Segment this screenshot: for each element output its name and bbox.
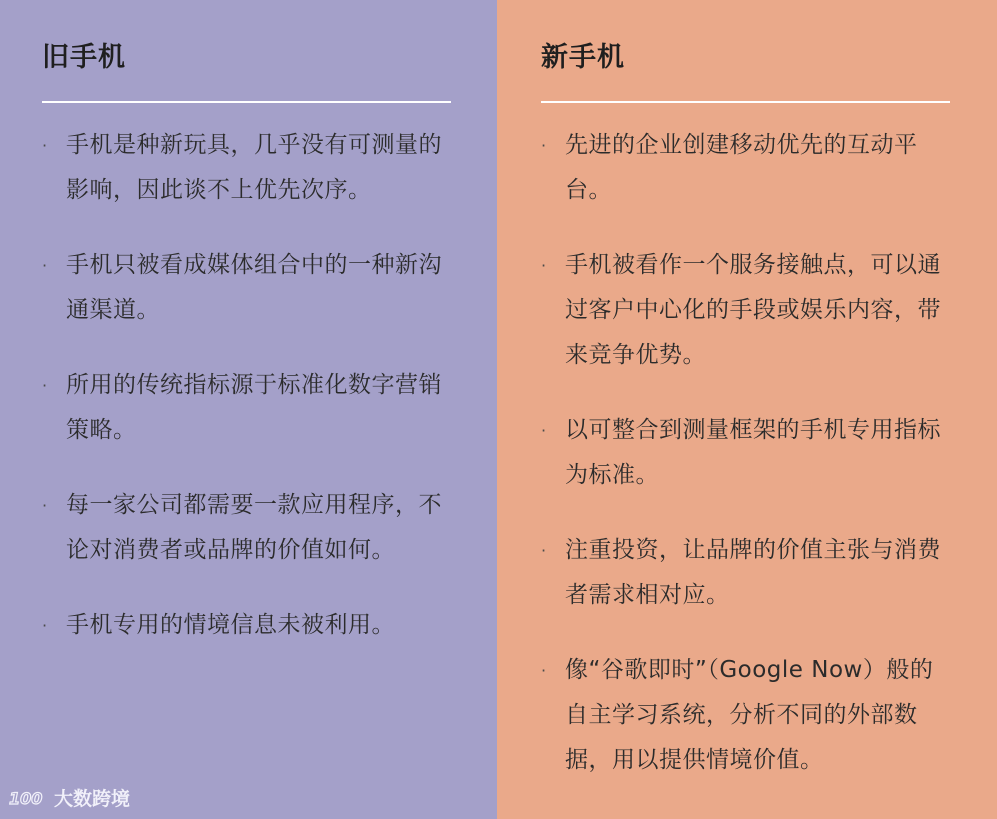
list-item	[541, 648, 953, 783]
bullet-icon: ·	[42, 256, 48, 275]
list-item-text: 像“谷歌即时”（Google Now）般的自主学习系统，分析不同的外部数据，用以提供情境价值。	[565, 657, 934, 773]
list-item	[541, 123, 953, 213]
bullet-icon: ·	[541, 421, 547, 440]
list-item	[541, 408, 953, 498]
old-mobile-column	[0, 0, 497, 819]
old-mobile-title: 旧手机	[42, 42, 126, 73]
new-mobile-list	[541, 123, 953, 783]
new-mobile-column	[497, 0, 997, 819]
list-item	[42, 243, 451, 333]
list-item-text: 以可整合到测量框架的手机专用指标为标准。	[565, 417, 941, 488]
bullet-icon: ·	[541, 256, 547, 275]
list-item-text: 手机专用的情境信息未被利用。	[66, 612, 395, 638]
list-item-text: 手机只被看成媒体组合中的一种新沟通渠道。	[66, 252, 442, 323]
bullet-icon: ·	[42, 376, 48, 395]
list-item	[541, 243, 953, 378]
watermark-text: 大数跨境	[54, 788, 131, 810]
list-item-text: 注重投资，让品牌的价值主张与消费者需求相对应。	[565, 537, 941, 608]
list-item	[42, 603, 451, 648]
list-item-text: 所用的传统指标源于标准化数字营销策略。	[66, 372, 442, 443]
list-item	[541, 528, 953, 618]
svg-text:100: 100	[9, 788, 43, 808]
list-item-text: 手机被看作一个服务接触点，可以通过客户中心化的手段或娱乐内容，带来竞争优势。	[565, 252, 941, 368]
bullet-icon: ·	[541, 136, 547, 155]
watermark	[8, 784, 130, 811]
list-item-text: 先进的企业创建移动优先的互动平台。	[565, 132, 918, 203]
list-item-text: 每一家公司都需要一款应用程序，不论对消费者或品牌的价值如何。	[66, 492, 442, 563]
list-item	[42, 123, 451, 213]
bullet-icon: ·	[541, 661, 547, 680]
new-mobile-title: 新手机	[541, 42, 625, 73]
logo-icon	[8, 787, 48, 809]
bullet-icon: ·	[42, 616, 48, 635]
new-mobile-divider	[541, 101, 950, 103]
list-item-text: 手机是种新玩具，几乎没有可测量的影响，因此谈不上优先次序。	[66, 132, 442, 203]
old-mobile-divider	[42, 101, 451, 103]
bullet-icon: ·	[42, 496, 48, 515]
list-item	[42, 363, 451, 453]
bullet-icon: ·	[42, 136, 48, 155]
bullet-icon: ·	[541, 541, 547, 560]
list-item	[42, 483, 451, 573]
old-mobile-list	[42, 123, 451, 648]
